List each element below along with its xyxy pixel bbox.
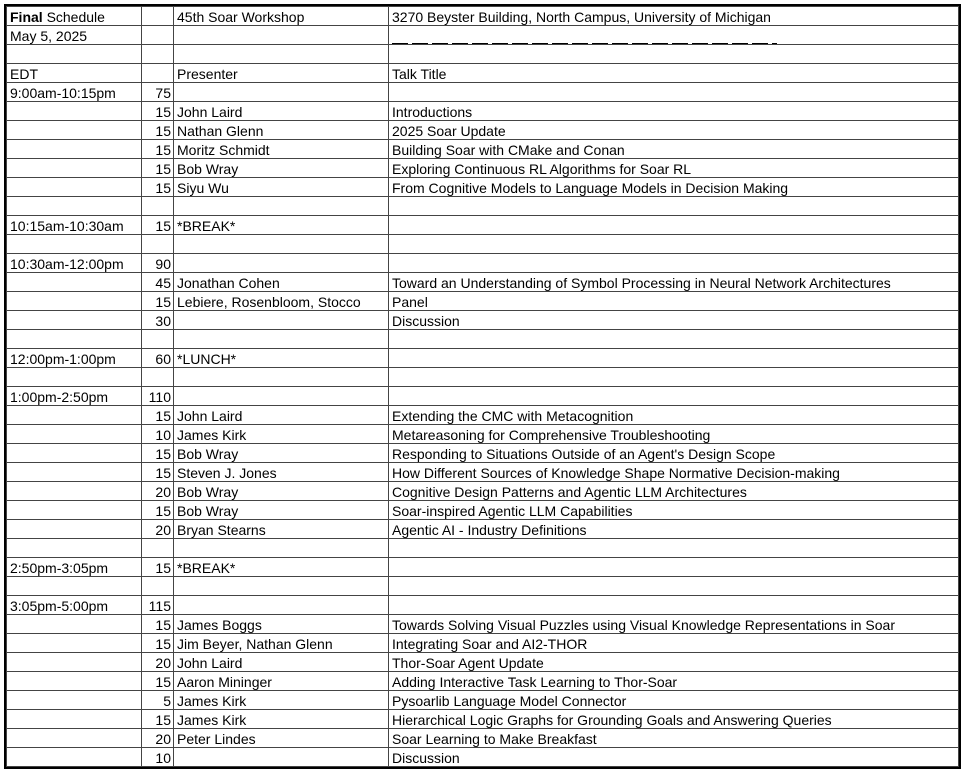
- schedule-title-cell[interactable]: [7, 7, 142, 26]
- time-cell[interactable]: [7, 368, 142, 387]
- talk-title-cell[interactable]: Metareasoning for Comprehensive Troubleshooting: [389, 425, 959, 444]
- table-row: [7, 178, 959, 197]
- presenter-cell[interactable]: [174, 596, 389, 615]
- minutes-cell[interactable]: 30: [142, 311, 174, 330]
- spacer-row: [7, 45, 959, 64]
- table-row: [7, 615, 959, 634]
- talk-title-cell[interactable]: [389, 330, 959, 349]
- presenter-cell[interactable]: John Laird: [174, 102, 389, 121]
- minutes-cell[interactable]: 20: [142, 729, 174, 748]
- time-cell[interactable]: [7, 710, 142, 729]
- time-cell[interactable]: [7, 235, 142, 254]
- talk-title-cell[interactable]: [389, 197, 959, 216]
- talk-title-cell[interactable]: Panel: [389, 292, 959, 311]
- presenter-cell[interactable]: Peter Lindes: [174, 729, 389, 748]
- talk-title-cell[interactable]: [389, 349, 959, 368]
- table-row: [7, 254, 959, 273]
- talk-title-cell[interactable]: Toward an Understanding of Symbol Processing in Neural Network Architectures: [389, 273, 959, 292]
- presenter-cell[interactable]: Siyu Wu: [174, 178, 389, 197]
- presenter-cell[interactable]: *BREAK*: [174, 558, 389, 577]
- talk-title-cell[interactable]: 2025 Soar Update: [389, 121, 959, 140]
- talk-title-cell[interactable]: [389, 368, 959, 387]
- time-cell[interactable]: [7, 425, 142, 444]
- time-cell[interactable]: [7, 463, 142, 482]
- presenter-cell[interactable]: [174, 748, 389, 767]
- talk-title-cell[interactable]: Exploring Continuous RL Algorithms for Soar RL: [389, 159, 959, 178]
- minutes-cell[interactable]: 60: [142, 349, 174, 368]
- minutes-cell[interactable]: 15: [142, 140, 174, 159]
- talk-title-cell[interactable]: [389, 577, 959, 596]
- minutes-cell[interactable]: 15: [142, 463, 174, 482]
- talk-title-cell[interactable]: Responding to Situations Outside of an Agent's Design Scope: [389, 444, 959, 463]
- title-row: [7, 7, 959, 26]
- presenter-cell[interactable]: James Boggs: [174, 615, 389, 634]
- minutes-cell[interactable]: 15: [142, 102, 174, 121]
- table-row: [7, 235, 959, 254]
- workshop-cell[interactable]: 45th Soar Workshop: [174, 7, 389, 26]
- minutes-cell[interactable]: 15: [142, 121, 174, 140]
- presenter-cell[interactable]: Bob Wray: [174, 444, 389, 463]
- header-minutes[interactable]: [142, 64, 174, 83]
- time-cell[interactable]: [7, 501, 142, 520]
- table-row: [7, 102, 959, 121]
- presenter-cell[interactable]: Jonathan Cohen: [174, 273, 389, 292]
- presenter-cell[interactable]: [174, 368, 389, 387]
- minutes-cell[interactable]: 20: [142, 520, 174, 539]
- minutes-cell[interactable]: 90: [142, 254, 174, 273]
- presenter-cell[interactable]: Steven J. Jones: [174, 463, 389, 482]
- talk-title-cell[interactable]: Cognitive Design Patterns and Agentic LLM Architectures: [389, 482, 959, 501]
- minutes-cell[interactable]: 10: [142, 425, 174, 444]
- table-row: [7, 501, 959, 520]
- minutes-cell[interactable]: 15: [142, 710, 174, 729]
- presenter-cell[interactable]: [174, 83, 389, 102]
- talk-title-cell[interactable]: Discussion: [389, 748, 959, 767]
- time-cell[interactable]: [7, 311, 142, 330]
- talk-title-cell[interactable]: How Different Sources of Knowledge Shape Normative Decision-making: [389, 463, 959, 482]
- talk-title-cell[interactable]: Introductions: [389, 102, 959, 121]
- presenter-cell[interactable]: [174, 197, 389, 216]
- empty-cell[interactable]: [174, 26, 389, 45]
- talk-title-cell[interactable]: Pysoarlib Language Model Connector: [389, 691, 959, 710]
- minutes-cell[interactable]: [142, 330, 174, 349]
- table-row: [7, 596, 959, 615]
- presenter-cell[interactable]: James Kirk: [174, 425, 389, 444]
- minutes-cell[interactable]: 15: [142, 159, 174, 178]
- table-row: [7, 558, 959, 577]
- minutes-cell[interactable]: [142, 577, 174, 596]
- presenter-cell[interactable]: [174, 311, 389, 330]
- minutes-cell[interactable]: 10: [142, 748, 174, 767]
- table-row: [7, 406, 959, 425]
- empty-cell[interactable]: [142, 26, 174, 45]
- talk-title-cell[interactable]: [389, 235, 959, 254]
- empty-cell[interactable]: [174, 45, 389, 64]
- minutes-cell[interactable]: [142, 235, 174, 254]
- table-row: [7, 425, 959, 444]
- table-row: [7, 292, 959, 311]
- time-cell[interactable]: [7, 482, 142, 501]
- presenter-cell[interactable]: Bob Wray: [174, 159, 389, 178]
- time-cell[interactable]: [7, 729, 142, 748]
- table-row: [7, 140, 959, 159]
- table-row: [7, 159, 959, 178]
- time-cell[interactable]: [7, 653, 142, 672]
- time-cell[interactable]: [7, 102, 142, 121]
- minutes-cell[interactable]: 15: [142, 615, 174, 634]
- minutes-cell[interactable]: 15: [142, 406, 174, 425]
- talk-title-cell[interactable]: [389, 539, 959, 558]
- minutes-cell[interactable]: 15: [142, 178, 174, 197]
- table-row: [7, 577, 959, 596]
- time-cell[interactable]: [7, 520, 142, 539]
- presenter-cell[interactable]: John Laird: [174, 406, 389, 425]
- minutes-cell[interactable]: 110: [142, 387, 174, 406]
- talk-title-cell[interactable]: From Cognitive Models to Language Models in Decision Making: [389, 178, 959, 197]
- presenter-cell[interactable]: Moritz Schmidt: [174, 140, 389, 159]
- date-cell[interactable]: May 5, 2025: [7, 26, 142, 45]
- presenter-cell[interactable]: [174, 235, 389, 254]
- minutes-cell[interactable]: 45: [142, 273, 174, 292]
- table-row: [7, 349, 959, 368]
- presenter-cell[interactable]: *BREAK*: [174, 216, 389, 235]
- table-row: [7, 121, 959, 140]
- talk-title-cell[interactable]: Integrating Soar and AI2-THOR: [389, 634, 959, 653]
- talk-title-cell[interactable]: Hierarchical Logic Graphs for Grounding Goals and Answering Queries: [389, 710, 959, 729]
- presenter-cell[interactable]: [174, 387, 389, 406]
- empty-cell[interactable]: [142, 45, 174, 64]
- talk-title-cell[interactable]: Thor-Soar Agent Update: [389, 653, 959, 672]
- header-title[interactable]: Talk Title: [389, 64, 959, 83]
- table-row: [7, 710, 959, 729]
- time-cell[interactable]: [7, 330, 142, 349]
- empty-cell[interactable]: [7, 45, 142, 64]
- minutes-cell[interactable]: 20: [142, 653, 174, 672]
- talk-title-cell[interactable]: [389, 387, 959, 406]
- presenter-cell[interactable]: Jim Beyer, Nathan Glenn: [174, 634, 389, 653]
- table-row: [7, 729, 959, 748]
- talk-title-cell[interactable]: [389, 83, 959, 102]
- time-cell[interactable]: [7, 748, 142, 767]
- talk-title-cell[interactable]: [389, 596, 959, 615]
- time-cell[interactable]: 3:05pm-5:00pm: [7, 596, 142, 615]
- table-row: [7, 197, 959, 216]
- minutes-cell[interactable]: 15: [142, 672, 174, 691]
- underline-line: [392, 36, 777, 44]
- presenter-cell[interactable]: [174, 539, 389, 558]
- presenter-cell[interactable]: Bryan Stearns: [174, 520, 389, 539]
- minutes-cell[interactable]: [142, 197, 174, 216]
- talk-title-cell[interactable]: [389, 558, 959, 577]
- underline-cell[interactable]: [389, 26, 959, 45]
- table-row: [7, 273, 959, 292]
- talk-title-cell[interactable]: Discussion: [389, 311, 959, 330]
- table-row: [7, 634, 959, 653]
- table-row: [7, 444, 959, 463]
- header-presenter[interactable]: Presenter: [174, 64, 389, 83]
- minutes-cell[interactable]: 15: [142, 634, 174, 653]
- table-row: [7, 387, 959, 406]
- empty-cell[interactable]: [389, 45, 959, 64]
- minutes-cell[interactable]: 75: [142, 83, 174, 102]
- time-cell[interactable]: [7, 444, 142, 463]
- time-cell[interactable]: [7, 140, 142, 159]
- time-cell[interactable]: [7, 159, 142, 178]
- time-cell[interactable]: 12:00pm-1:00pm: [7, 349, 142, 368]
- time-cell[interactable]: 1:00pm-2:50pm: [7, 387, 142, 406]
- time-cell[interactable]: 10:30am-12:00pm: [7, 254, 142, 273]
- table-row: [7, 216, 959, 235]
- table-row: [7, 482, 959, 501]
- schedule-table: [6, 6, 959, 767]
- talk-title-cell[interactable]: Towards Solving Visual Puzzles using Visual Knowledge Representations in Soar: [389, 615, 959, 634]
- minutes-cell[interactable]: 15: [142, 501, 174, 520]
- time-cell[interactable]: 10:15am-10:30am: [7, 216, 142, 235]
- minutes-cell[interactable]: 20: [142, 482, 174, 501]
- date-row: [7, 26, 959, 45]
- talk-title-cell[interactable]: Soar Learning to Make Breakfast: [389, 729, 959, 748]
- presenter-cell[interactable]: [174, 577, 389, 596]
- presenter-cell[interactable]: Bob Wray: [174, 501, 389, 520]
- table-row: [7, 672, 959, 691]
- presenter-cell[interactable]: James Kirk: [174, 691, 389, 710]
- schedule-sheet: [4, 4, 961, 769]
- table-row: [7, 748, 959, 767]
- minutes-cell[interactable]: [142, 539, 174, 558]
- minutes-cell[interactable]: 15: [142, 444, 174, 463]
- header-time[interactable]: EDT: [7, 64, 142, 83]
- table-row: [7, 691, 959, 710]
- talk-title-cell[interactable]: [389, 216, 959, 235]
- time-cell[interactable]: [7, 672, 142, 691]
- talk-title-cell[interactable]: Extending the CMC with Metacognition: [389, 406, 959, 425]
- talk-title-cell[interactable]: Adding Interactive Task Learning to Thor-Soar: [389, 672, 959, 691]
- table-row: [7, 311, 959, 330]
- presenter-cell[interactable]: Lebiere, Rosenbloom, Stocco: [174, 292, 389, 311]
- column-header-row: [7, 64, 959, 83]
- talk-title-cell[interactable]: Soar-inspired Agentic LLM Capabilities: [389, 501, 959, 520]
- minutes-cell[interactable]: 15: [142, 216, 174, 235]
- table-row: [7, 653, 959, 672]
- schedule-word: Schedule: [46, 9, 105, 25]
- presenter-cell[interactable]: Nathan Glenn: [174, 121, 389, 140]
- time-cell[interactable]: [7, 577, 142, 596]
- time-cell[interactable]: [7, 691, 142, 710]
- table-row: [7, 463, 959, 482]
- presenter-cell[interactable]: [174, 330, 389, 349]
- presenter-cell[interactable]: Aaron Mininger: [174, 672, 389, 691]
- empty-cell[interactable]: [142, 7, 174, 26]
- talk-title-cell[interactable]: [389, 254, 959, 273]
- presenter-cell[interactable]: Bob Wray: [174, 482, 389, 501]
- time-cell[interactable]: [7, 406, 142, 425]
- table-row: [7, 330, 959, 349]
- presenter-cell[interactable]: *LUNCH*: [174, 349, 389, 368]
- time-cell[interactable]: [7, 615, 142, 634]
- time-cell[interactable]: 9:00am-10:15pm: [7, 83, 142, 102]
- time-cell[interactable]: [7, 178, 142, 197]
- location-cell[interactable]: 3270 Beyster Building, North Campus, University of Michigan: [389, 7, 959, 26]
- talk-title-cell[interactable]: Building Soar with CMake and Conan: [389, 140, 959, 159]
- time-cell[interactable]: 2:50pm-3:05pm: [7, 558, 142, 577]
- minutes-cell[interactable]: [142, 368, 174, 387]
- table-row: [7, 83, 959, 102]
- presenter-cell[interactable]: [174, 254, 389, 273]
- final-word: Final: [10, 9, 43, 25]
- presenter-cell[interactable]: James Kirk: [174, 710, 389, 729]
- time-cell[interactable]: [7, 273, 142, 292]
- table-row: [7, 520, 959, 539]
- minutes-cell[interactable]: 5: [142, 691, 174, 710]
- time-cell[interactable]: [7, 197, 142, 216]
- talk-title-cell[interactable]: Agentic AI - Industry Definitions: [389, 520, 959, 539]
- time-cell[interactable]: [7, 292, 142, 311]
- time-cell[interactable]: [7, 634, 142, 653]
- minutes-cell[interactable]: 15: [142, 558, 174, 577]
- table-row: [7, 539, 959, 558]
- table-row: [7, 368, 959, 387]
- time-cell[interactable]: [7, 539, 142, 558]
- minutes-cell[interactable]: 15: [142, 292, 174, 311]
- presenter-cell[interactable]: John Laird: [174, 653, 389, 672]
- time-cell[interactable]: [7, 121, 142, 140]
- minutes-cell[interactable]: 115: [142, 596, 174, 615]
